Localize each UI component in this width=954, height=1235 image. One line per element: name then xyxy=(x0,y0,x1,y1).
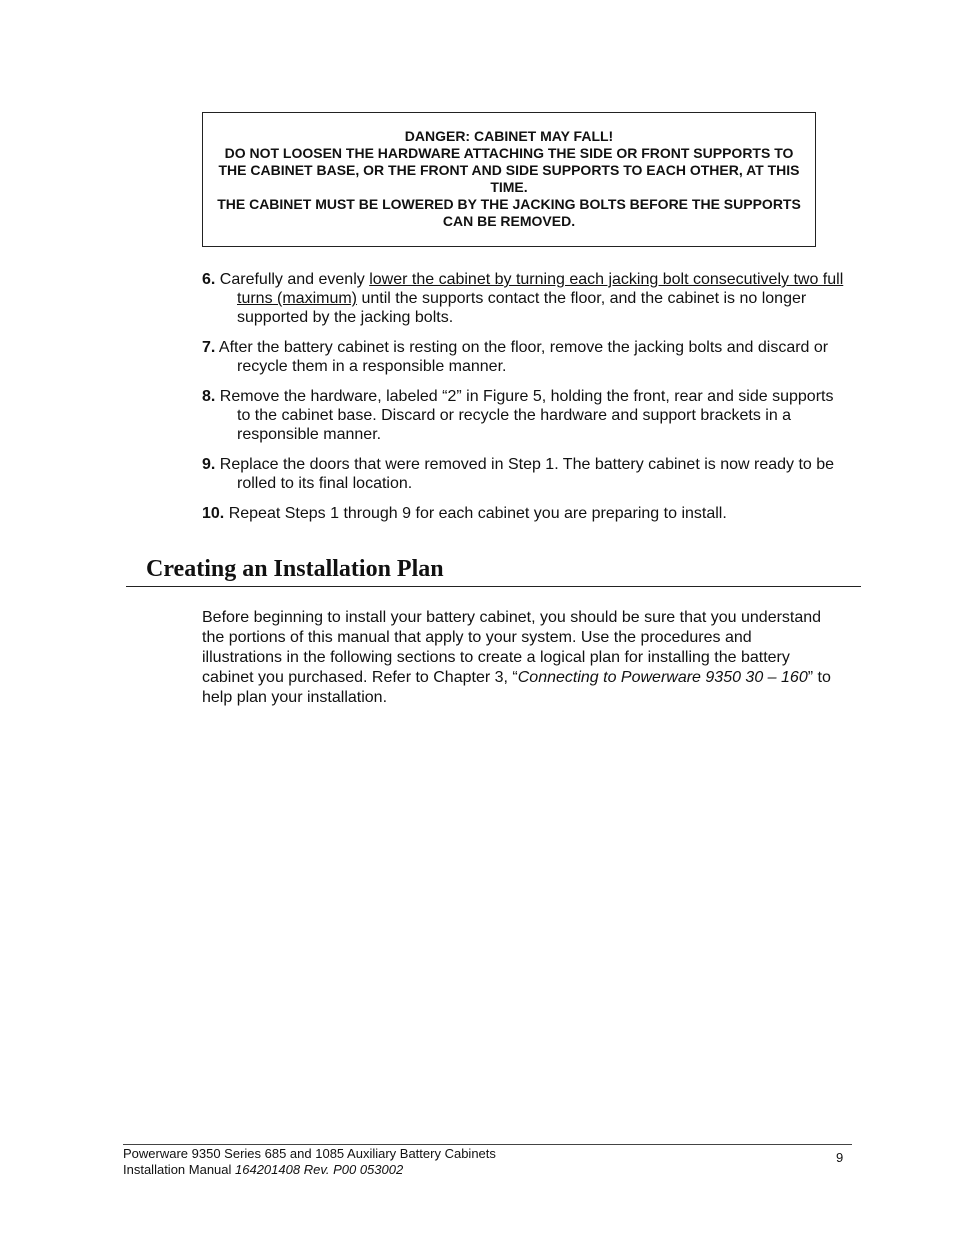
footer-divider xyxy=(123,1144,852,1145)
danger-heading: DANGER: CABINET MAY FALL! xyxy=(404,128,614,144)
step-number: 8. xyxy=(202,388,216,405)
section-body-text-end: ” to help plan your installation. xyxy=(202,669,831,706)
section-divider xyxy=(126,586,861,587)
page-number: 9 xyxy=(836,1150,844,1165)
step-8 xyxy=(202,387,847,444)
step-text: Repeat Steps 1 through 9 for each cabinet you are preparing to install. xyxy=(224,505,727,522)
step-6 xyxy=(202,270,847,327)
danger-line-lowering: THE CABINET MUST BE LOWERED BY THE JACKING BOLTS BEFORE THE SUPPORTS CAN BE REMOVED. xyxy=(217,196,801,229)
section-title: Creating an Installation Plan xyxy=(146,556,444,582)
step-underlined-text: lower the cabinet by turning each jacking bolt consecutively two full turns (maximum) xyxy=(237,271,844,307)
step-number: 6. xyxy=(202,271,216,288)
step-9 xyxy=(202,455,847,493)
footer-info xyxy=(123,1146,496,1178)
chapter-reference: Connecting to Powerware 9350 30 – 160 xyxy=(517,669,808,686)
step-text: Replace the doors that were removed in Step 1. The battery cabinet is now ready to be rolled to its final location. xyxy=(215,456,835,492)
footer-manual-label: Installation Manual xyxy=(123,1162,236,1177)
step-number: 9. xyxy=(202,456,216,473)
danger-notice-box xyxy=(202,112,816,247)
step-text: Remove the hardware, labeled “2” in Figure 5, holding the front, rear and side supports to the cabinet base. Discard or recycle the hardware and support brackets in a responsible manner. xyxy=(215,388,834,443)
step-text: Carefully and evenly xyxy=(215,271,370,288)
section-body xyxy=(202,608,832,708)
footer-manual-info xyxy=(123,1162,496,1178)
step-number: 10. xyxy=(202,505,225,522)
section-body-text: Before beginning to install your battery cabinet, you should be sure that you understand the portions of this manual that apply to your system. Use the procedures and illustrations in the following sections to create a logical plan for installing the battery cabinet you purchased. Refer to Chapter 3, “ xyxy=(202,609,822,686)
procedure-steps xyxy=(202,270,847,534)
step-number: 7. xyxy=(202,339,216,356)
danger-line-hardware: DO NOT LOOSEN THE HARDWARE ATTACHING THE SIDE OR FRONT SUPPORTS TO THE CABINET BASE, OR THE FRONT AND SIDE SUPPORTS TO EACH OTHER, AT THIS TIME. xyxy=(218,145,800,195)
footer-product-title: Powerware 9350 Series 685 and 1085 Auxiliary Battery Cabinets xyxy=(123,1146,496,1161)
footer-revision: 164201408 Rev. P00 053002 xyxy=(235,1162,404,1177)
step-7 xyxy=(202,338,847,376)
step-text: until the supports contact the floor, and the cabinet is no longer supported by the jacking bolts. xyxy=(237,290,807,326)
step-text: After the battery cabinet is resting on the floor, remove the jacking bolts and discard or recycle them in a responsible manner. xyxy=(215,339,829,375)
step-10 xyxy=(202,504,847,523)
